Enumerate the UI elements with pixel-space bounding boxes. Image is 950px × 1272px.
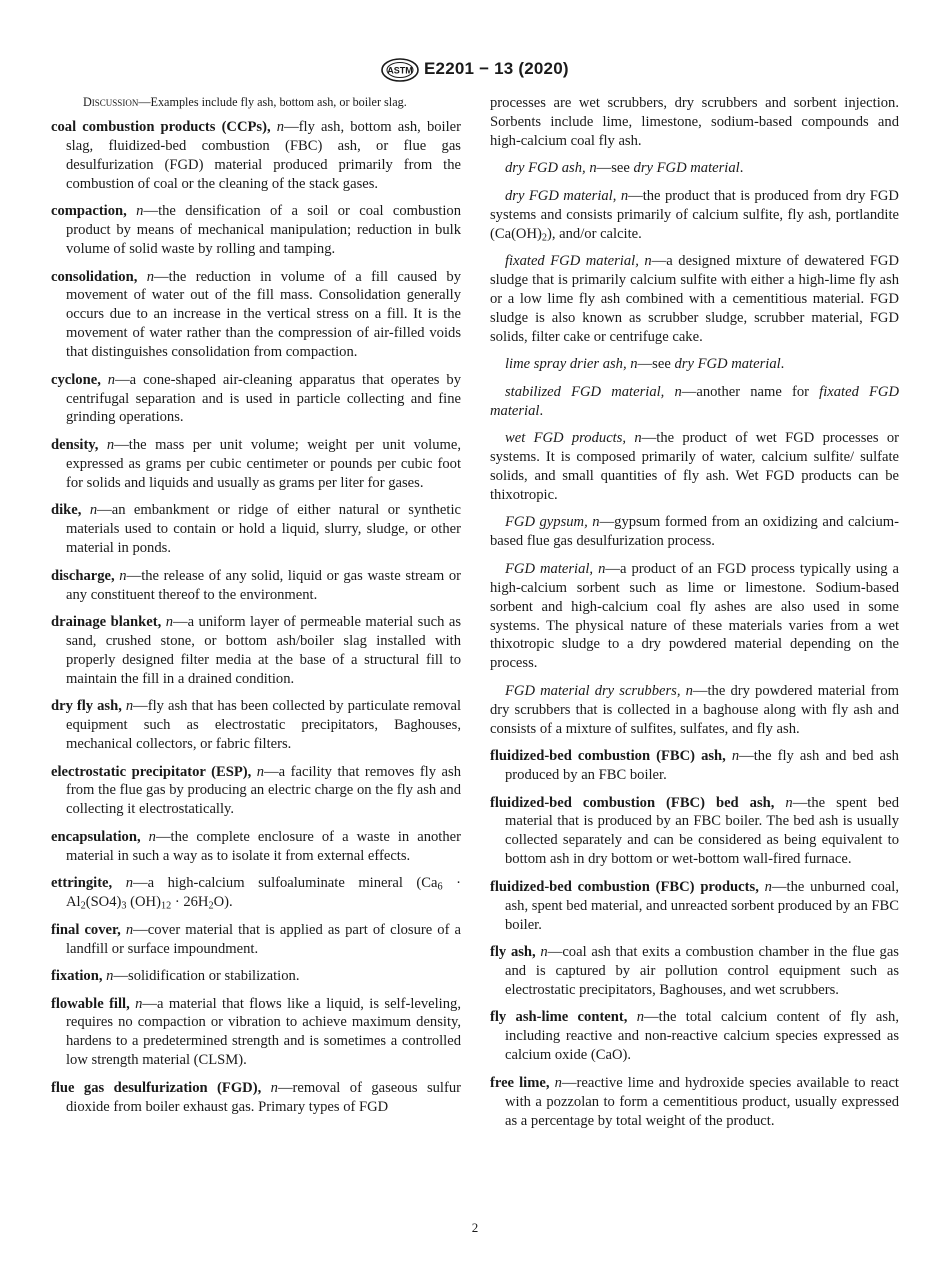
definition-flowable-fill: flowable fill, n—a material that flows like a liquid, is self-leveling, requires no compaction or vibration to achieve maximum density, hardens to a predetermined strength and is sometimes a controlled low strength material (CLSM).: [51, 995, 461, 1069]
definition-lime-spray-drier-ash: lime spray drier ash, n—see dry FGD material.: [505, 356, 785, 373]
logo-text: ASTM: [387, 65, 413, 76]
definition-fixation: fixation, n—solidification or stabilization.: [51, 968, 300, 985]
definition-fgd-gypsum: FGD gypsum, n—gypsum formed from an oxidizing and calcium-based flue gas desulfurization process.: [490, 514, 899, 550]
definition-fly-ash-lime-content: fly ash-lime content, n—the total calcium content of fly ash, including reactive and non-reactive calcium species expressed as calcium oxide (CaO).: [490, 1009, 899, 1064]
definition-dike: dike, n—an embankment or ridge of either natural or synthetic materials used to contain or hold a liquid, slurry, sludge, or other material in ponds.: [51, 502, 461, 557]
definition-flue-gas-desulfurization: flue gas desulfurization (FGD), n—removal of gaseous sulfur dioxide from boiler exhaust gas. Primary types of FGD: [51, 1079, 461, 1115]
page-header: [0, 58, 950, 82]
right-column: [490, 94, 899, 1139]
definition-drainage-blanket: drainage blanket, n—a uniform layer of permeable material such as sand, crushed stone, or bottom ash/boiler slag installed with properly designed filter media at the base of a structural fill to maintain the fill in a drained condition.: [51, 614, 462, 687]
definition-density: density, n—the mass per unit volume; weight per unit volume, expressed as grams per cubic centimeter or pounds per cubic foot for solids and liquids and usually as grams per liter for gases.: [51, 436, 461, 491]
document-designation: E2201 − 13 (2020): [424, 59, 569, 78]
definition-wet-fgd-products: wet FGD products, n—the product of wet FGD processes or systems. It is composed primarily of water, calcium sulfite/ sulfate solids, and small quantities of fly ash. Wet FGD products can be thixotropic.: [490, 430, 899, 503]
definition-free-lime: free lime, n—reactive lime and hydroxide species available to react with a pozzolan to form a cementitious product, usually expressed as a percentage by total weight of the product.: [490, 1074, 899, 1129]
definition-fly-ash: fly ash, n—coal ash that exits a combustion chamber in the flue gas and is captured by air pollution control equipment such as electrostatic precipitators, Baghouses, and wet scrubbers.: [490, 944, 899, 998]
definition-dry-fgd-ash: dry FGD ash, n—see dry FGD material.: [505, 160, 744, 177]
definition-fixated-fgd-material: fixated FGD material, n—a designed mixture of dewatered FGD sludge that is primarily calcium sulfite with either a high-lime fly ash or a low lime fly ash combined with a cementitious material. FGD sludge is also known as scrubber sludge, scrubber material, FGD solids, filter cake or centrifuge cake.: [490, 253, 899, 345]
fgd-continuation: processes are wet scrubbers, dry scrubbers and sorbent injection. Sorbents include lime, limestone, sodium-based compounds and high-calcium coal fly ash.: [490, 95, 899, 149]
definition-fbc-products: fluidized-bed combustion (FBC) products, n—the unburned coal, ash, spent bed material, and unreacted sorbent produced by an FBC boiler.: [490, 878, 899, 933]
definition-fgd-material: FGD material, n—a product of an FGD process typically using a high-calcium sorbent such as lime or limestone. Sodium-based sorbent and high-calcium coal fly ashes are also used in some systems. The physical nature of these materials varies from a wet thixotropic sludge to a dry powdered material depending on the process.: [490, 560, 899, 672]
definition-discharge: discharge, n—the release of any solid, liquid or gas waste stream or any constituent thereof to the environment.: [51, 567, 461, 603]
definition-stabilized-fgd-material: stabilized FGD material, n—another name for fixated FGD material.: [490, 383, 899, 419]
definition-dry-fgd-material: dry FGD material, n—the product that is produced from dry FGD systems and consists primarily of calcium sulfite, fly ash, portlandite $(Ca(OH)_2)$, and/or calcite.: [490, 187, 899, 244]
definition-encapsulation: encapsulation, n—the complete enclosure of a waste in another material in such a way as to isolate it from external effects.: [51, 828, 461, 864]
definition-fbc-ash: fluidized-bed combustion (FBC) ash, n—the fly ash and bed ash produced by an FBC boiler.: [490, 748, 899, 784]
definition-ettringite: ettringite, n—a high-calcium sulfoaluminate mineral ($Ca_6 \cdot Al_2(SO4)_3$ $(OH)_{12} \cdot 26H_2O$).: [51, 875, 461, 912]
definition-final-cover: final cover, n—cover material that is applied as part of closure of a landfill or surface impoundment.: [51, 921, 461, 957]
page-number: 2: [471, 1220, 479, 1235]
discussion-text: —Examples include fly ash, bottom ash, or boiler slag.: [138, 95, 407, 109]
definition-consolidation: consolidation, n—the reduction in volume of a fill caused by movement of water out of the fill mass. Consolidation generally occurs due to an increase in the vertical stress on a fill. It is the movement of water rather than the compression of air-filled voids that distinguishes consolidation from compaction.: [51, 268, 461, 361]
definition-coal-combustion-products: coal combustion products (CCPs), n—fly ash, bottom ash, boiler slag, fluidized-bed combustion (FBC) ash, or flue gas desulfurization (FGD) material produced primarily from the combustion of coal or the cleaning of the stack gases.: [51, 119, 461, 192]
definition-fbc-bed-ash: fluidized-bed combustion (FBC) bed ash, n—the spent bed material that is produced by an FBC boiler. The bed ash is usually collected separately and can be considered as being equivalent to bottom ash in dry bottom or wet-bottom wall-fired furnace.: [490, 794, 899, 868]
definition-cyclone: cyclone, n—a cone-shaped air-cleaning apparatus that operates by centrifugal separation and is used in particle collecting and fine grinding operations.: [51, 371, 461, 426]
discussion-note: [51, 94, 461, 110]
definition-compaction: compaction, n—the densification of a soil or coal combustion product by means of mechanical manipulation; reduction in bulk volume of solid waste by rolling and tamping.: [51, 203, 462, 258]
left-column: [51, 94, 461, 1125]
discussion-label: Discussion: [83, 95, 139, 109]
astm-logo: [380, 58, 420, 82]
definition-electrostatic-precipitator: electrostatic precipitator (ESP), n—a facility that removes fly ash from the flue gas by producing an electric charge on the fly ash and collecting it electrostatically.: [51, 763, 461, 818]
definition-fgd-material-dry-scrubbers: FGD material dry scrubbers, n—the dry powdered material from dry scrubbers that is collected in a baghouse along with fly ash and consists of a mixture of sulfites, sulfates, and fly ash.: [490, 682, 899, 737]
definition-dry-fly-ash: dry fly ash, n—fly ash that has been collected by particulate removal equipment such as electrostatic precipitators, Baghouses, mechanical collectors, or fabric filters.: [51, 698, 462, 753]
